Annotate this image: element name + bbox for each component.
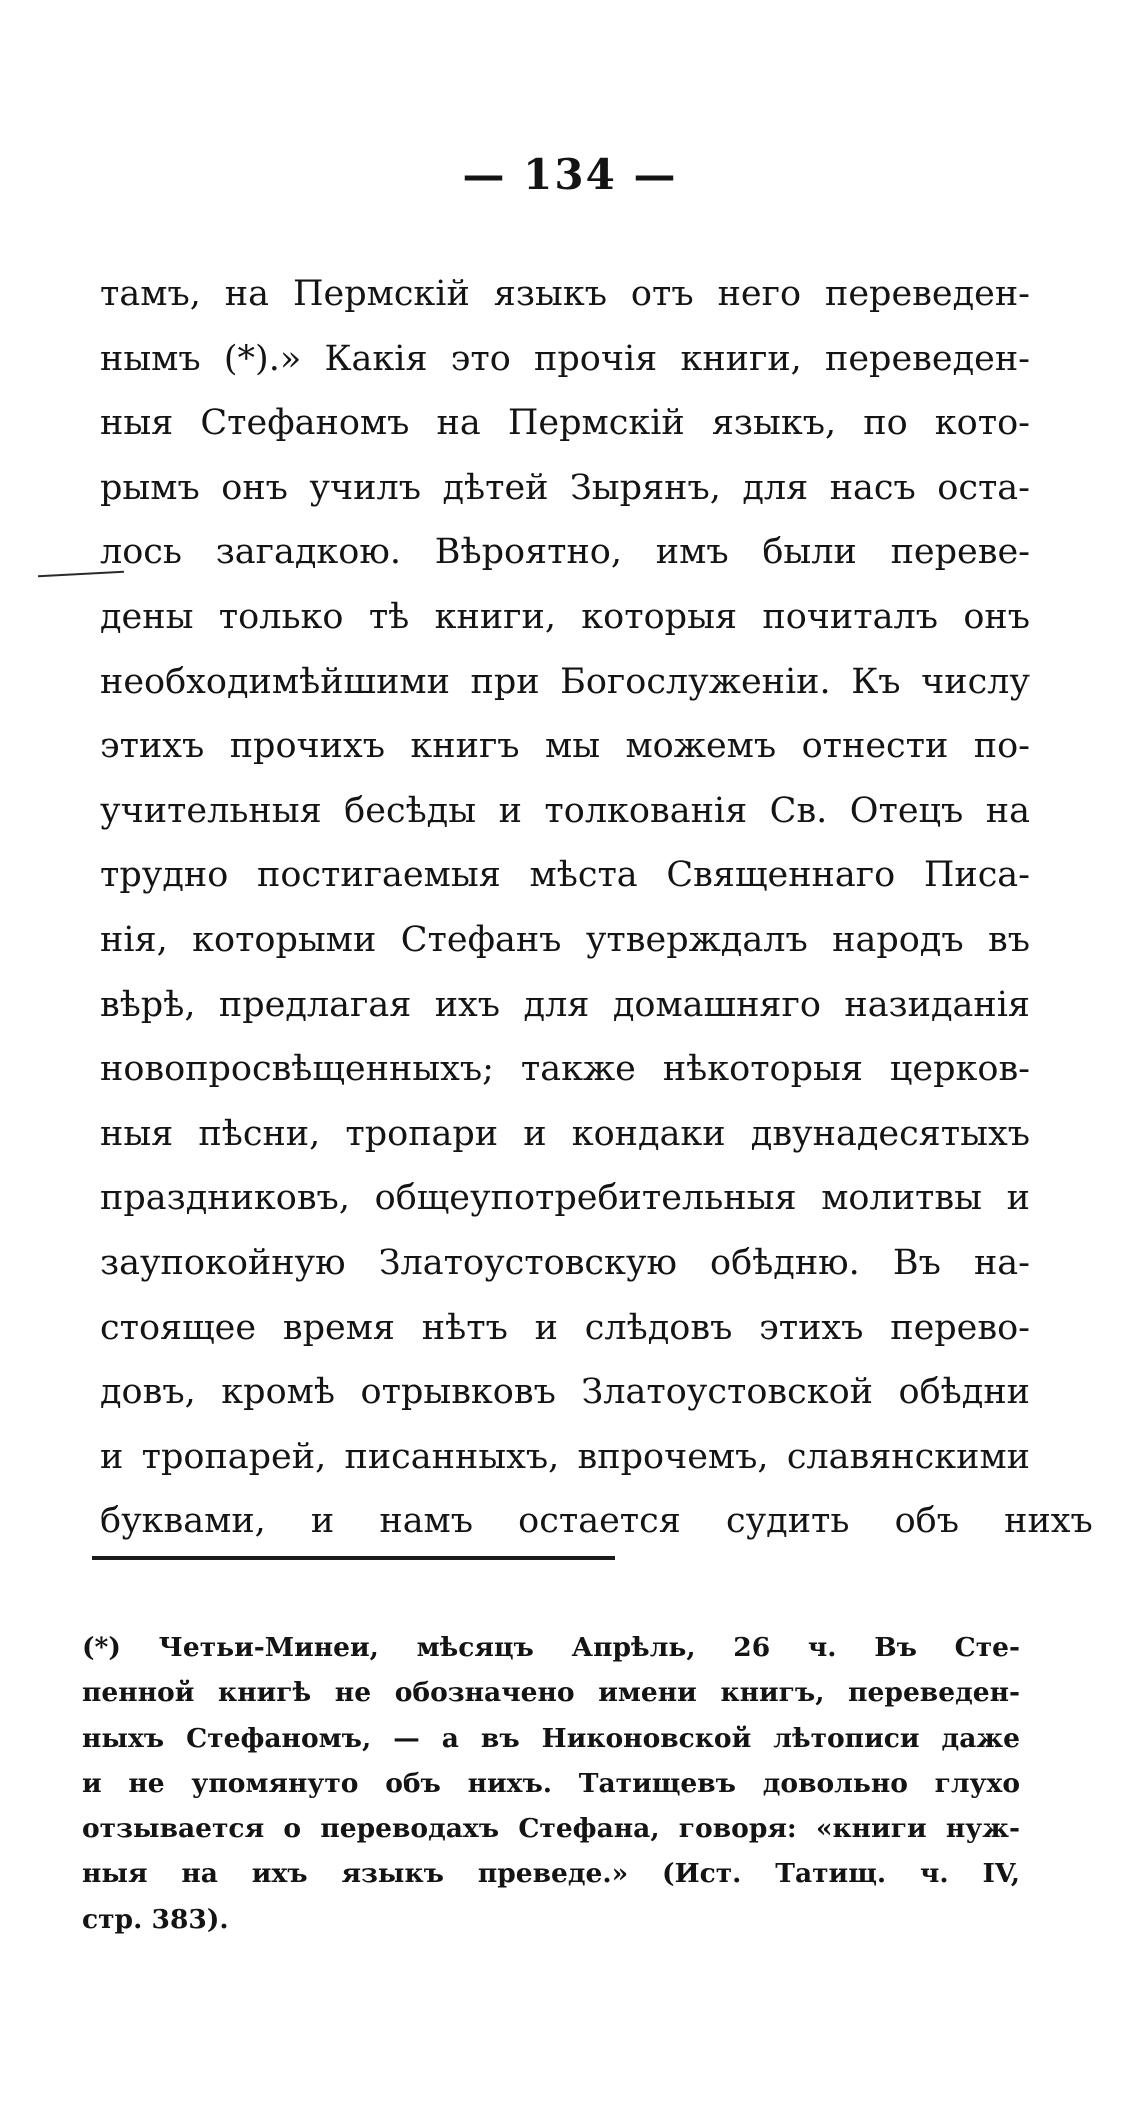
- footnote-line: ныхъ Стефаномъ, — а въ Никоновской лѣтописи даже: [82, 1722, 1020, 1754]
- footnote-separator: [92, 1556, 615, 1560]
- footnote-line: ныя на ихъ языкъ преведе.» (Ист. Татищ. ч. IV,: [82, 1858, 1020, 1890]
- text-line: этихъ прочихъ книгъ мы можемъ отнести по-: [100, 726, 1030, 767]
- text-line: довъ, кромѣ отрывковъ Златоустовской обѣдни: [100, 1372, 1030, 1413]
- text-line: вѣрѣ, предлагая ихъ для домашняго назиданія: [100, 984, 1030, 1025]
- text-line: рымъ онъ училъ дѣтей Зырянъ, для насъ оста-: [100, 467, 1030, 508]
- text-line: дены только тѣ книги, которыя почиталъ онъ: [100, 596, 1030, 637]
- footnote-line: (*) Четьи-Минеи, мѣсяцъ Апрѣль, 26 ч. Въ Сте-: [82, 1632, 1020, 1663]
- footnote-line: стр. 383).: [82, 1903, 229, 1935]
- text-line: учительныя бесѣды и толкованія Св. Отецъ на: [100, 790, 1030, 831]
- text-line: праздниковъ, общеупотребительныя молитвы и: [100, 1178, 1030, 1219]
- text-line: и тропарей, писанныхъ, впрочемъ, славянскими: [100, 1436, 1030, 1477]
- footnote-line: и не упомянуто объ нихъ. Татищевъ довольно глухо: [82, 1767, 1020, 1799]
- text-line: нымъ (*).» Какія это прочія книги, переведен-: [100, 338, 1030, 379]
- text-line: тамъ, на Пермскій языкъ отъ него переведен-: [100, 274, 1030, 314]
- text-line: стоящее время нѣтъ и слѣдовъ этихъ перево-: [100, 1307, 1030, 1348]
- text-line: нія, которыми Стефанъ утверждалъ народъ въ: [100, 919, 1030, 960]
- text-line: трудно постигаемыя мѣста Священнаго Писа-: [100, 855, 1030, 896]
- page-number: — 134 —: [462, 150, 678, 199]
- text-line: ныя пѣсни, тропари и кондаки двунадесятыхъ: [100, 1113, 1030, 1154]
- text-line: необходимѣйшими при Богослуженіи. Къ числу: [100, 661, 1030, 702]
- footnote: [82, 1625, 1020, 1942]
- footnote-line: отзывается о переводахъ Стефана, говоря: «книги нуж-: [82, 1813, 1020, 1845]
- text-line: новопросвѣщенныхъ; также нѣкоторыя церков-: [100, 1049, 1030, 1090]
- text-line: ныя Стефаномъ на Пермскій языкъ, по кото-: [100, 403, 1030, 444]
- text-line: заупокойную Златоустовскую обѣдню. Въ на-: [100, 1242, 1030, 1283]
- footnote-line: пенной книгѣ не обозначено имени книгъ, переведен-: [82, 1677, 1020, 1709]
- text-line: лось загадкою. Вѣроятно, имъ были переве-: [100, 532, 1030, 573]
- text-line: буквами, и намъ остается судить объ нихъ: [100, 1501, 1093, 1542]
- main-text: [100, 262, 1093, 1554]
